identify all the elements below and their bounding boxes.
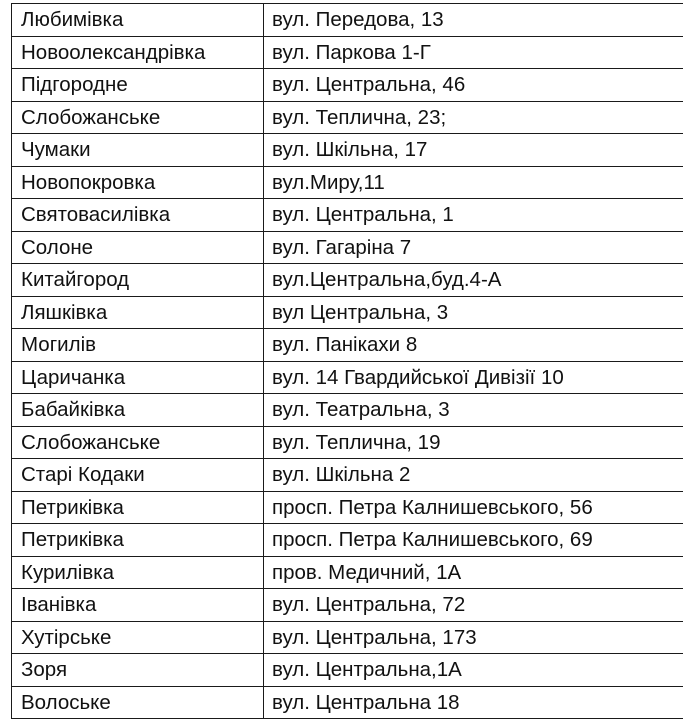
address-cell: вул. Центральна, 72 (264, 589, 683, 622)
table-row (12, 686, 683, 719)
table-row (12, 4, 683, 37)
table-row (12, 101, 683, 134)
settlement-cell: Підгородне (12, 69, 264, 102)
address-cell: вул Центральна, 3 (264, 296, 683, 329)
address-cell: вул. Центральна, 173 (264, 621, 683, 654)
address-cell: просп. Петра Калнишевського, 69 (264, 524, 683, 557)
settlement-cell: Іванівка (12, 589, 264, 622)
settlement-cell: Любимівка (12, 4, 264, 37)
table-row (12, 296, 683, 329)
address-cell: просп. Петра Калнишевського, 56 (264, 491, 683, 524)
table-row (12, 36, 683, 69)
settlement-cell: Петриківка (12, 491, 264, 524)
address-cell: вул. Центральна, 46 (264, 69, 683, 102)
address-table-container (11, 3, 683, 719)
address-cell: вул. Панікахи 8 (264, 329, 683, 362)
settlement-cell: Новопокровка (12, 166, 264, 199)
address-cell: вул.Центральна,буд.4-А (264, 264, 683, 297)
address-cell: вул. Паркова 1-Г (264, 36, 683, 69)
table-row (12, 231, 683, 264)
settlement-cell: Могилів (12, 329, 264, 362)
settlement-cell: Петриківка (12, 524, 264, 557)
settlement-cell: Чумаки (12, 134, 264, 167)
settlement-cell: Волоське (12, 686, 264, 719)
table-row (12, 459, 683, 492)
address-cell: пров. Медичний, 1А (264, 556, 683, 589)
settlement-cell: Курилівка (12, 556, 264, 589)
address-cell: вул. 14 Гвардийської Дивізії 10 (264, 361, 683, 394)
table-row (12, 69, 683, 102)
table-row (12, 361, 683, 394)
table-row (12, 264, 683, 297)
table-row (12, 329, 683, 362)
table-row (12, 524, 683, 557)
settlement-cell: Старі Кодаки (12, 459, 264, 492)
address-cell: вул. Теплична, 19 (264, 426, 683, 459)
address-cell: вул.Миру,11 (264, 166, 683, 199)
address-cell: вул. Театральна, 3 (264, 394, 683, 427)
table-row (12, 134, 683, 167)
table-row (12, 491, 683, 524)
table-row (12, 621, 683, 654)
settlement-cell: Хутірське (12, 621, 264, 654)
settlement-cell: Слобожанське (12, 101, 264, 134)
settlement-cell: Слобожанське (12, 426, 264, 459)
address-table (11, 3, 683, 719)
table-row (12, 556, 683, 589)
address-cell: вул. Центральна,1А (264, 654, 683, 687)
settlement-cell: Солоне (12, 231, 264, 264)
address-cell: вул. Передова, 13 (264, 4, 683, 37)
table-row (12, 394, 683, 427)
table-row (12, 589, 683, 622)
settlement-cell: Царичанка (12, 361, 264, 394)
address-cell: вул. Центральна, 1 (264, 199, 683, 232)
address-cell: вул. Шкільна 2 (264, 459, 683, 492)
settlement-cell: Китайгород (12, 264, 264, 297)
table-row (12, 426, 683, 459)
table-row (12, 654, 683, 687)
table-row (12, 199, 683, 232)
address-table-body (12, 4, 683, 719)
settlement-cell: Святовасилівка (12, 199, 264, 232)
address-cell: вул. Теплична, 23; (264, 101, 683, 134)
settlement-cell: Зоря (12, 654, 264, 687)
settlement-cell: Бабайківка (12, 394, 264, 427)
address-cell: вул. Гагаріна 7 (264, 231, 683, 264)
settlement-cell: Новоолександрівка (12, 36, 264, 69)
address-cell: вул. Шкільна, 17 (264, 134, 683, 167)
table-row (12, 166, 683, 199)
settlement-cell: Ляшківка (12, 296, 264, 329)
address-cell: вул. Центральна 18 (264, 686, 683, 719)
